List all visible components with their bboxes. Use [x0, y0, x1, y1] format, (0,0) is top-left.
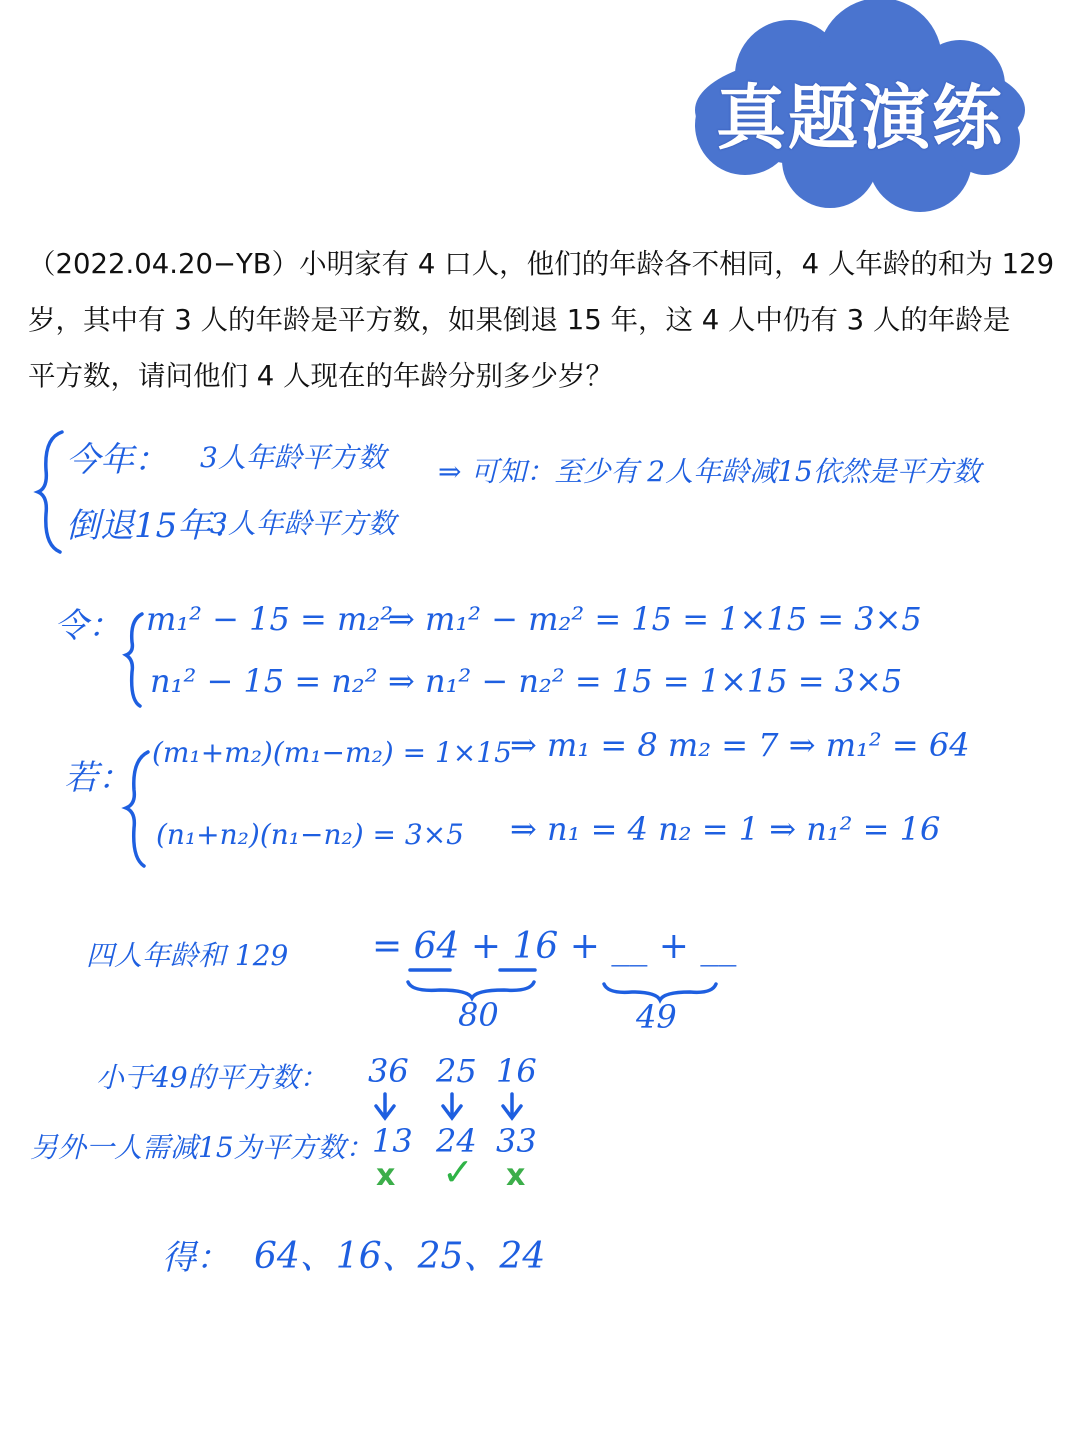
note-minus-2: 24 [436, 1122, 477, 1160]
note-this-year-label: 今年： [66, 440, 168, 480]
problem-line-3: 平方数，请问他们 4 人现在的年龄分别多少岁？ [28, 360, 613, 392]
note-sum-part2: 49 [636, 998, 677, 1036]
note-case1-result: ⇒ m₁ = 8 m₂ = 7 ⇒ m₁² = 64 [510, 726, 970, 764]
note-sum-part1: 80 [458, 996, 499, 1034]
note-answer-label: 得： [162, 1238, 230, 1278]
note-square-3: 16 [496, 1052, 537, 1090]
note-answer: 64、16、25、24 [254, 1236, 546, 1277]
note-back-label: 倒退15年： [66, 506, 246, 546]
note-case2: (n₁+n₂)(n₁−n₂) = 3×5 [156, 818, 464, 851]
arrow-down-3 [503, 1094, 521, 1118]
note-sum-equation: = 64 + 16 + __ + __ [372, 926, 737, 967]
problem-line-1: （2022.04.20−YB）小明家有 4 口人，他们的年龄各不相同，4 人年龄的和为 129 [28, 248, 1055, 280]
note-square-2: 25 [436, 1052, 477, 1090]
arrow-down-2 [443, 1094, 461, 1118]
note-minus-1: 13 [372, 1122, 413, 1160]
note-conclusion: ⇒ 可知：至少有 2人年龄减15依然是平方数 [438, 455, 981, 488]
note-eq2: n₁² − 15 = n₂² [150, 662, 378, 700]
note-squares-label: 小于49的平方数： [96, 1061, 328, 1094]
note-minus-label: 另外一人需减15为平方数： [30, 1131, 374, 1164]
note-let-label: 令： [54, 606, 122, 646]
note-minus-3: 33 [496, 1122, 537, 1160]
left-brace-2 [126, 614, 142, 706]
note-back-text: 3人年龄平方数 [210, 507, 396, 540]
note-sum-label: 四人年龄和 129 [86, 939, 289, 972]
note-this-year-text: 3人年龄平方数 [200, 441, 386, 474]
note-eq1: m₁² − 15 = m₂² [146, 600, 394, 638]
left-brace-1 [38, 432, 62, 552]
badge-title: 真题演练 [716, 77, 1004, 159]
note-case1: (m₁+m₂)(m₁−m₂) = 1×15 [152, 736, 512, 769]
problem-line-2: 岁，其中有 3 人的年龄是平方数，如果倒退 15 年，这 4 人中仍有 3 人的年龄是 [28, 304, 1011, 336]
note-eq2-result: ⇒ n₁² − n₂² = 15 = 1×15 = 3×5 [388, 662, 903, 700]
arrow-down-1 [376, 1094, 394, 1118]
note-eq1-result: ⇒ m₁² − m₂² = 15 = 1×15 = 3×5 [388, 600, 922, 638]
check-mark-icon: ✓ [442, 1150, 474, 1194]
note-square-1: 36 [368, 1052, 409, 1090]
cross-mark-1: x [376, 1158, 396, 1193]
note-case2-result: ⇒ n₁ = 4 n₂ = 1 ⇒ n₁² = 16 [510, 810, 941, 848]
cross-mark-2: x [506, 1158, 526, 1193]
note-if-label: 若： [64, 758, 132, 798]
